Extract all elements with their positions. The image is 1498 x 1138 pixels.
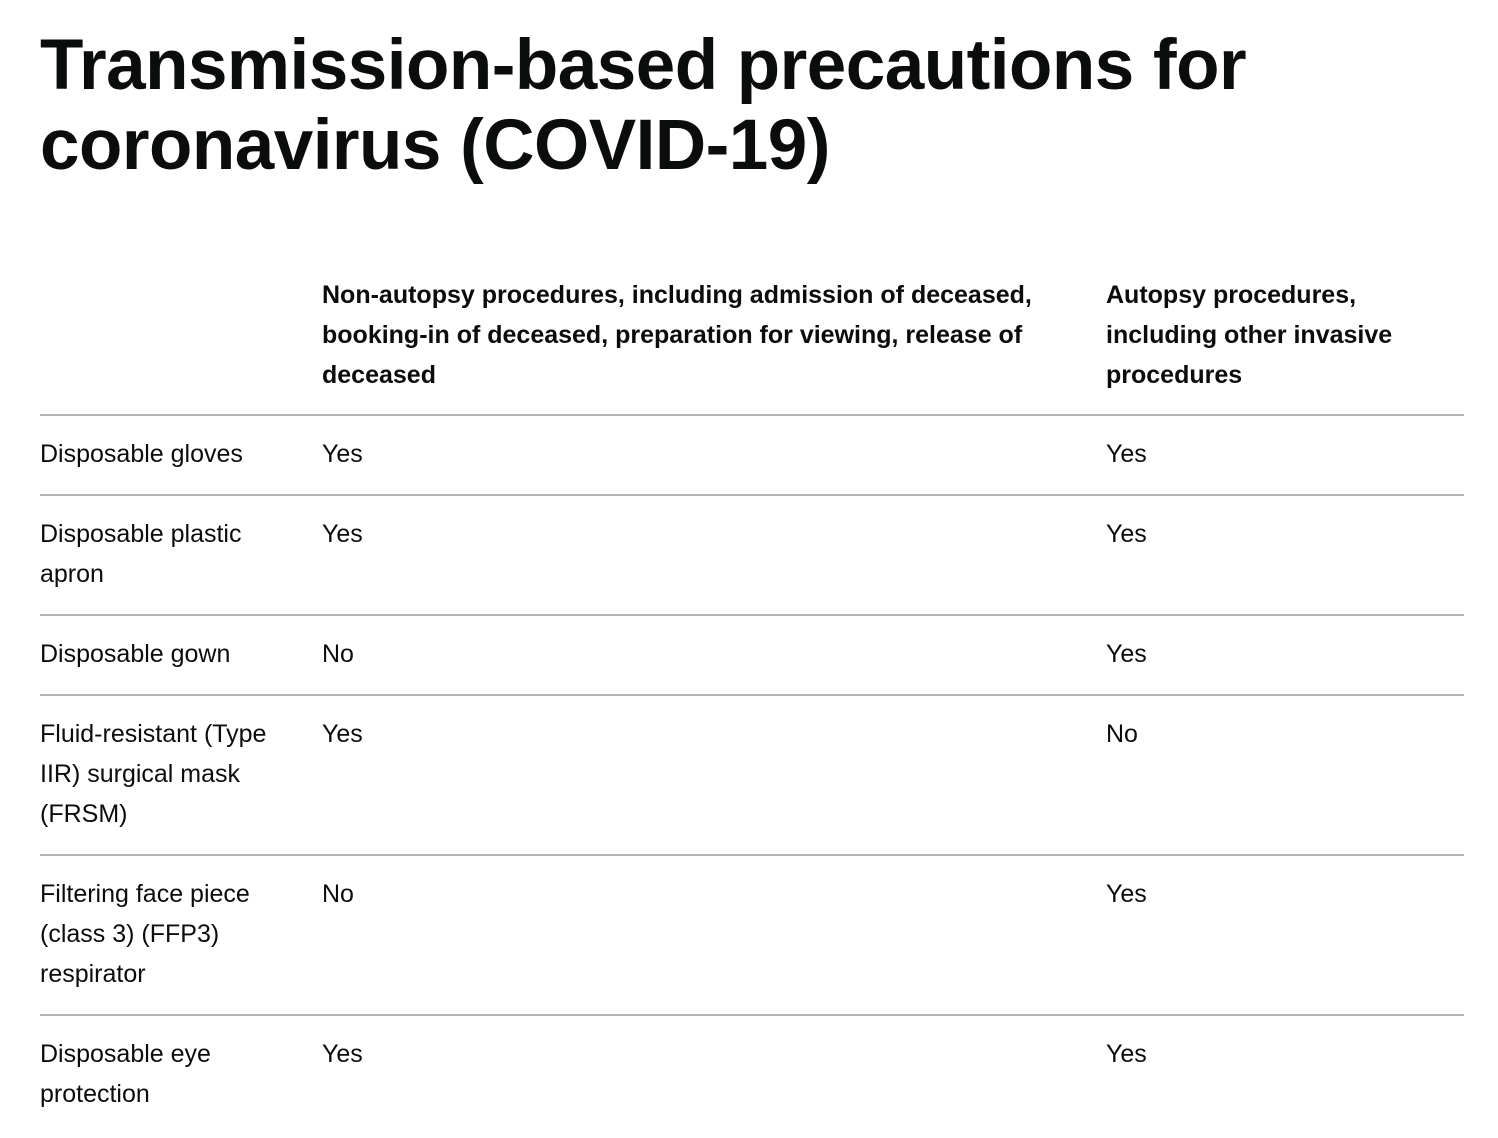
row-item: Disposable gown	[40, 615, 322, 695]
table-row	[40, 695, 1464, 855]
table-row	[40, 615, 1464, 695]
row-non-autopsy: Yes	[322, 695, 1106, 855]
page-title: Transmission-based precautions for coronavirus (COVID-19)	[40, 26, 1247, 185]
row-autopsy: No	[1106, 695, 1464, 855]
row-non-autopsy: No	[322, 855, 1106, 1015]
row-non-autopsy: No	[322, 615, 1106, 695]
row-item: Disposable eye protection	[40, 1040, 211, 1108]
row-item: Disposable gloves	[40, 415, 322, 495]
header-autopsy: Autopsy procedures, including other invasive procedures	[1106, 269, 1464, 415]
table-row	[40, 495, 1464, 615]
row-autopsy: Yes	[1106, 415, 1464, 495]
row-item: Filtering face piece (class 3) (FFP3) respirator	[40, 855, 322, 1015]
table-row	[40, 415, 1464, 495]
header-item	[40, 269, 322, 415]
row-autopsy: Yes	[1106, 495, 1464, 615]
table-header-row	[40, 269, 1464, 415]
row-item: Fluid-resistant (Type IIR) surgical mask (FRSM)	[40, 695, 322, 855]
row-non-autopsy: Yes	[322, 415, 1106, 495]
row-non-autopsy: Yes	[322, 1040, 363, 1068]
table-row	[40, 1015, 1464, 1134]
row-item: Disposable plastic apron	[40, 495, 322, 615]
row-non-autopsy: Yes	[322, 495, 1106, 615]
row-autopsy: Yes	[1106, 1040, 1147, 1068]
row-autopsy: Yes	[1106, 615, 1464, 695]
row-autopsy: Yes	[1106, 855, 1464, 1015]
header-non-autopsy: Non-autopsy procedures, including admission of deceased, booking-in of deceased, preparation for viewing, release of deceased	[322, 269, 1106, 415]
table-row	[40, 855, 1464, 1015]
ppe-table	[40, 269, 1464, 1134]
